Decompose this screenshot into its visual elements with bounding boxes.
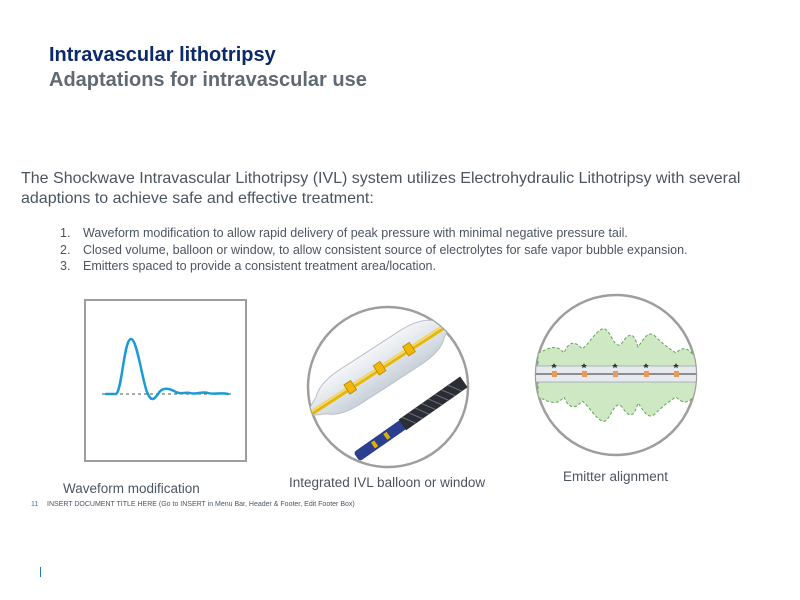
list-item xyxy=(60,242,688,259)
footer-divider xyxy=(40,567,41,577)
list-item-number: 2. xyxy=(60,242,71,257)
footer-page-number: 11 xyxy=(31,501,39,508)
emitter-marker xyxy=(613,371,618,377)
list-item-text: Emitters spaced to provide a consistent treatment area/location. xyxy=(83,259,436,273)
list-item-text: Closed volume, balloon or window, to allow consistent source of electrolytes for safe vapor bubble expansion. xyxy=(83,242,688,257)
list-item-number: 1. xyxy=(60,226,71,240)
waveform-figure xyxy=(84,299,247,462)
emitter-marker xyxy=(644,371,649,377)
emitter-marker xyxy=(582,371,587,377)
slide-title: Intravascular lithotripsy xyxy=(49,44,276,66)
balloon-caption: Integrated IVL balloon or window xyxy=(289,475,486,490)
waveform-caption: Waveform modification xyxy=(63,481,200,496)
emitter-marker xyxy=(552,371,557,377)
list-item xyxy=(60,225,688,242)
adaptation-list xyxy=(60,225,688,275)
slide-subtitle: Adaptations for intravascular use xyxy=(49,69,367,91)
emitter-caption: Emitter alignment xyxy=(563,469,669,484)
emitter-marker xyxy=(674,371,679,377)
footer-document-title: INSERT DOCUMENT TITLE HERE (Go to INSERT in Menu Bar, Header & Footer, Edit Footer Box) xyxy=(47,501,355,508)
list-item-text: Waveform modification to allow rapid delivery of peak pressure with minimal negative pressure tail. xyxy=(83,226,628,240)
list-item xyxy=(60,258,688,275)
waveform-frame xyxy=(85,300,246,461)
list-item-number: 3. xyxy=(60,259,71,273)
ivl-balloon-figure xyxy=(306,305,470,469)
intro-paragraph: The Shockwave Intravascular Lithotripsy (IVL) system utilizes Electrohydraulic Lithotripsy with several adaptions to achieve safe and effective treatment: xyxy=(21,170,741,207)
emitter-alignment-figure xyxy=(534,293,698,457)
